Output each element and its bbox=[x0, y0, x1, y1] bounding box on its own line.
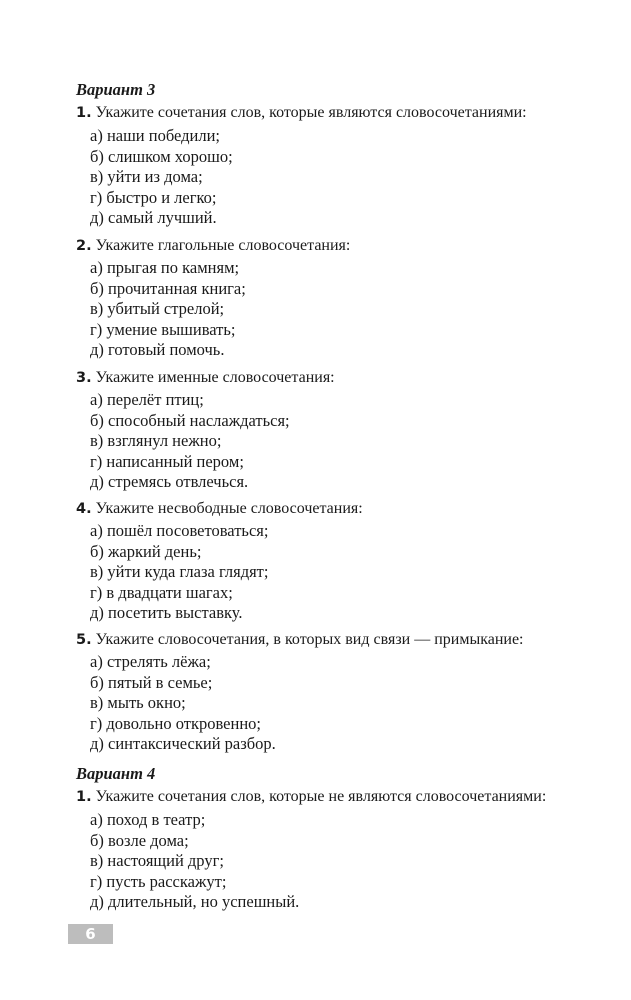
option: б) жаркий день; bbox=[90, 541, 202, 561]
option: г) написанный пером; bbox=[90, 451, 244, 471]
question-text: Укажите сочетания слов, которые являются словосочетаниями: bbox=[95, 104, 527, 121]
options-v3-3 bbox=[90, 390, 290, 493]
option: в) уйти из дома; bbox=[90, 167, 203, 187]
question-v3-1 bbox=[76, 103, 527, 123]
question-text: Укажите сочетания слов, которые не являются словосочетаниями: bbox=[95, 788, 547, 805]
question-text: Укажите словосочетания, в которых вид связи — примыкание: bbox=[95, 631, 524, 648]
option: д) самый лучший. bbox=[90, 208, 217, 228]
option: в) взглянул нежно; bbox=[90, 431, 222, 451]
options-v3-5 bbox=[90, 652, 276, 755]
option: в) уйти куда глаза глядят; bbox=[90, 562, 269, 582]
option: г) быстро и легко; bbox=[90, 187, 217, 207]
option: г) пусть расскажут; bbox=[90, 871, 227, 891]
option: д) стремясь отвлечься. bbox=[90, 472, 249, 492]
option: д) готовый помочь. bbox=[90, 340, 225, 360]
option: г) в двадцати шагах; bbox=[90, 582, 233, 602]
option: б) способный наслаждаться; bbox=[90, 410, 290, 430]
question-v3-4 bbox=[76, 499, 363, 519]
option: д) длительный, но успешный. bbox=[90, 892, 300, 912]
options-v3-2 bbox=[90, 258, 246, 361]
question-number: 5. bbox=[76, 632, 92, 648]
question-number: 3. bbox=[76, 370, 92, 386]
option: г) умение вышивать; bbox=[90, 319, 236, 339]
question-number: 4. bbox=[76, 501, 92, 517]
question-v3-3 bbox=[76, 368, 335, 388]
options-v3-4 bbox=[90, 521, 268, 624]
option: б) возле дома; bbox=[90, 830, 189, 850]
page-number: 6 bbox=[68, 924, 113, 944]
question-v3-5 bbox=[76, 630, 524, 650]
variant-3-title: Вариант 3 bbox=[76, 80, 156, 99]
option: а) поход в театр; bbox=[90, 810, 206, 829]
option: б) прочитанная книга; bbox=[90, 278, 246, 298]
question-number: 1. bbox=[76, 789, 92, 805]
question-v4-1 bbox=[76, 787, 546, 807]
option: а) перелёт птиц; bbox=[90, 390, 204, 409]
option: в) убитый стрелой; bbox=[90, 299, 225, 319]
option: в) настоящий друг; bbox=[90, 851, 224, 871]
option: б) слишком хорошо; bbox=[90, 146, 233, 166]
option: а) наши победили; bbox=[90, 126, 220, 145]
option: д) синтаксический разбор. bbox=[90, 734, 276, 754]
option: д) посетить выставку. bbox=[90, 603, 243, 623]
option: а) прыгая по камням; bbox=[90, 258, 240, 277]
option: б) пятый в семье; bbox=[90, 672, 213, 692]
question-text: Укажите глагольные словосочетания: bbox=[95, 237, 351, 254]
option: а) стрелять лёжа; bbox=[90, 652, 211, 671]
option: а) пошёл посоветоваться; bbox=[90, 521, 269, 540]
option: в) мыть окно; bbox=[90, 693, 186, 713]
question-number: 2. bbox=[76, 238, 92, 254]
question-text: Укажите несвободные словосочетания: bbox=[95, 500, 363, 517]
options-v4-1 bbox=[90, 810, 299, 913]
variant-4-title: Вариант 4 bbox=[76, 764, 156, 783]
option: г) довольно откровенно; bbox=[90, 713, 261, 733]
question-text: Укажите именные словосочетания: bbox=[95, 369, 335, 386]
options-v3-1 bbox=[90, 126, 233, 229]
question-v3-2 bbox=[76, 236, 350, 256]
question-number: 1. bbox=[76, 105, 92, 121]
